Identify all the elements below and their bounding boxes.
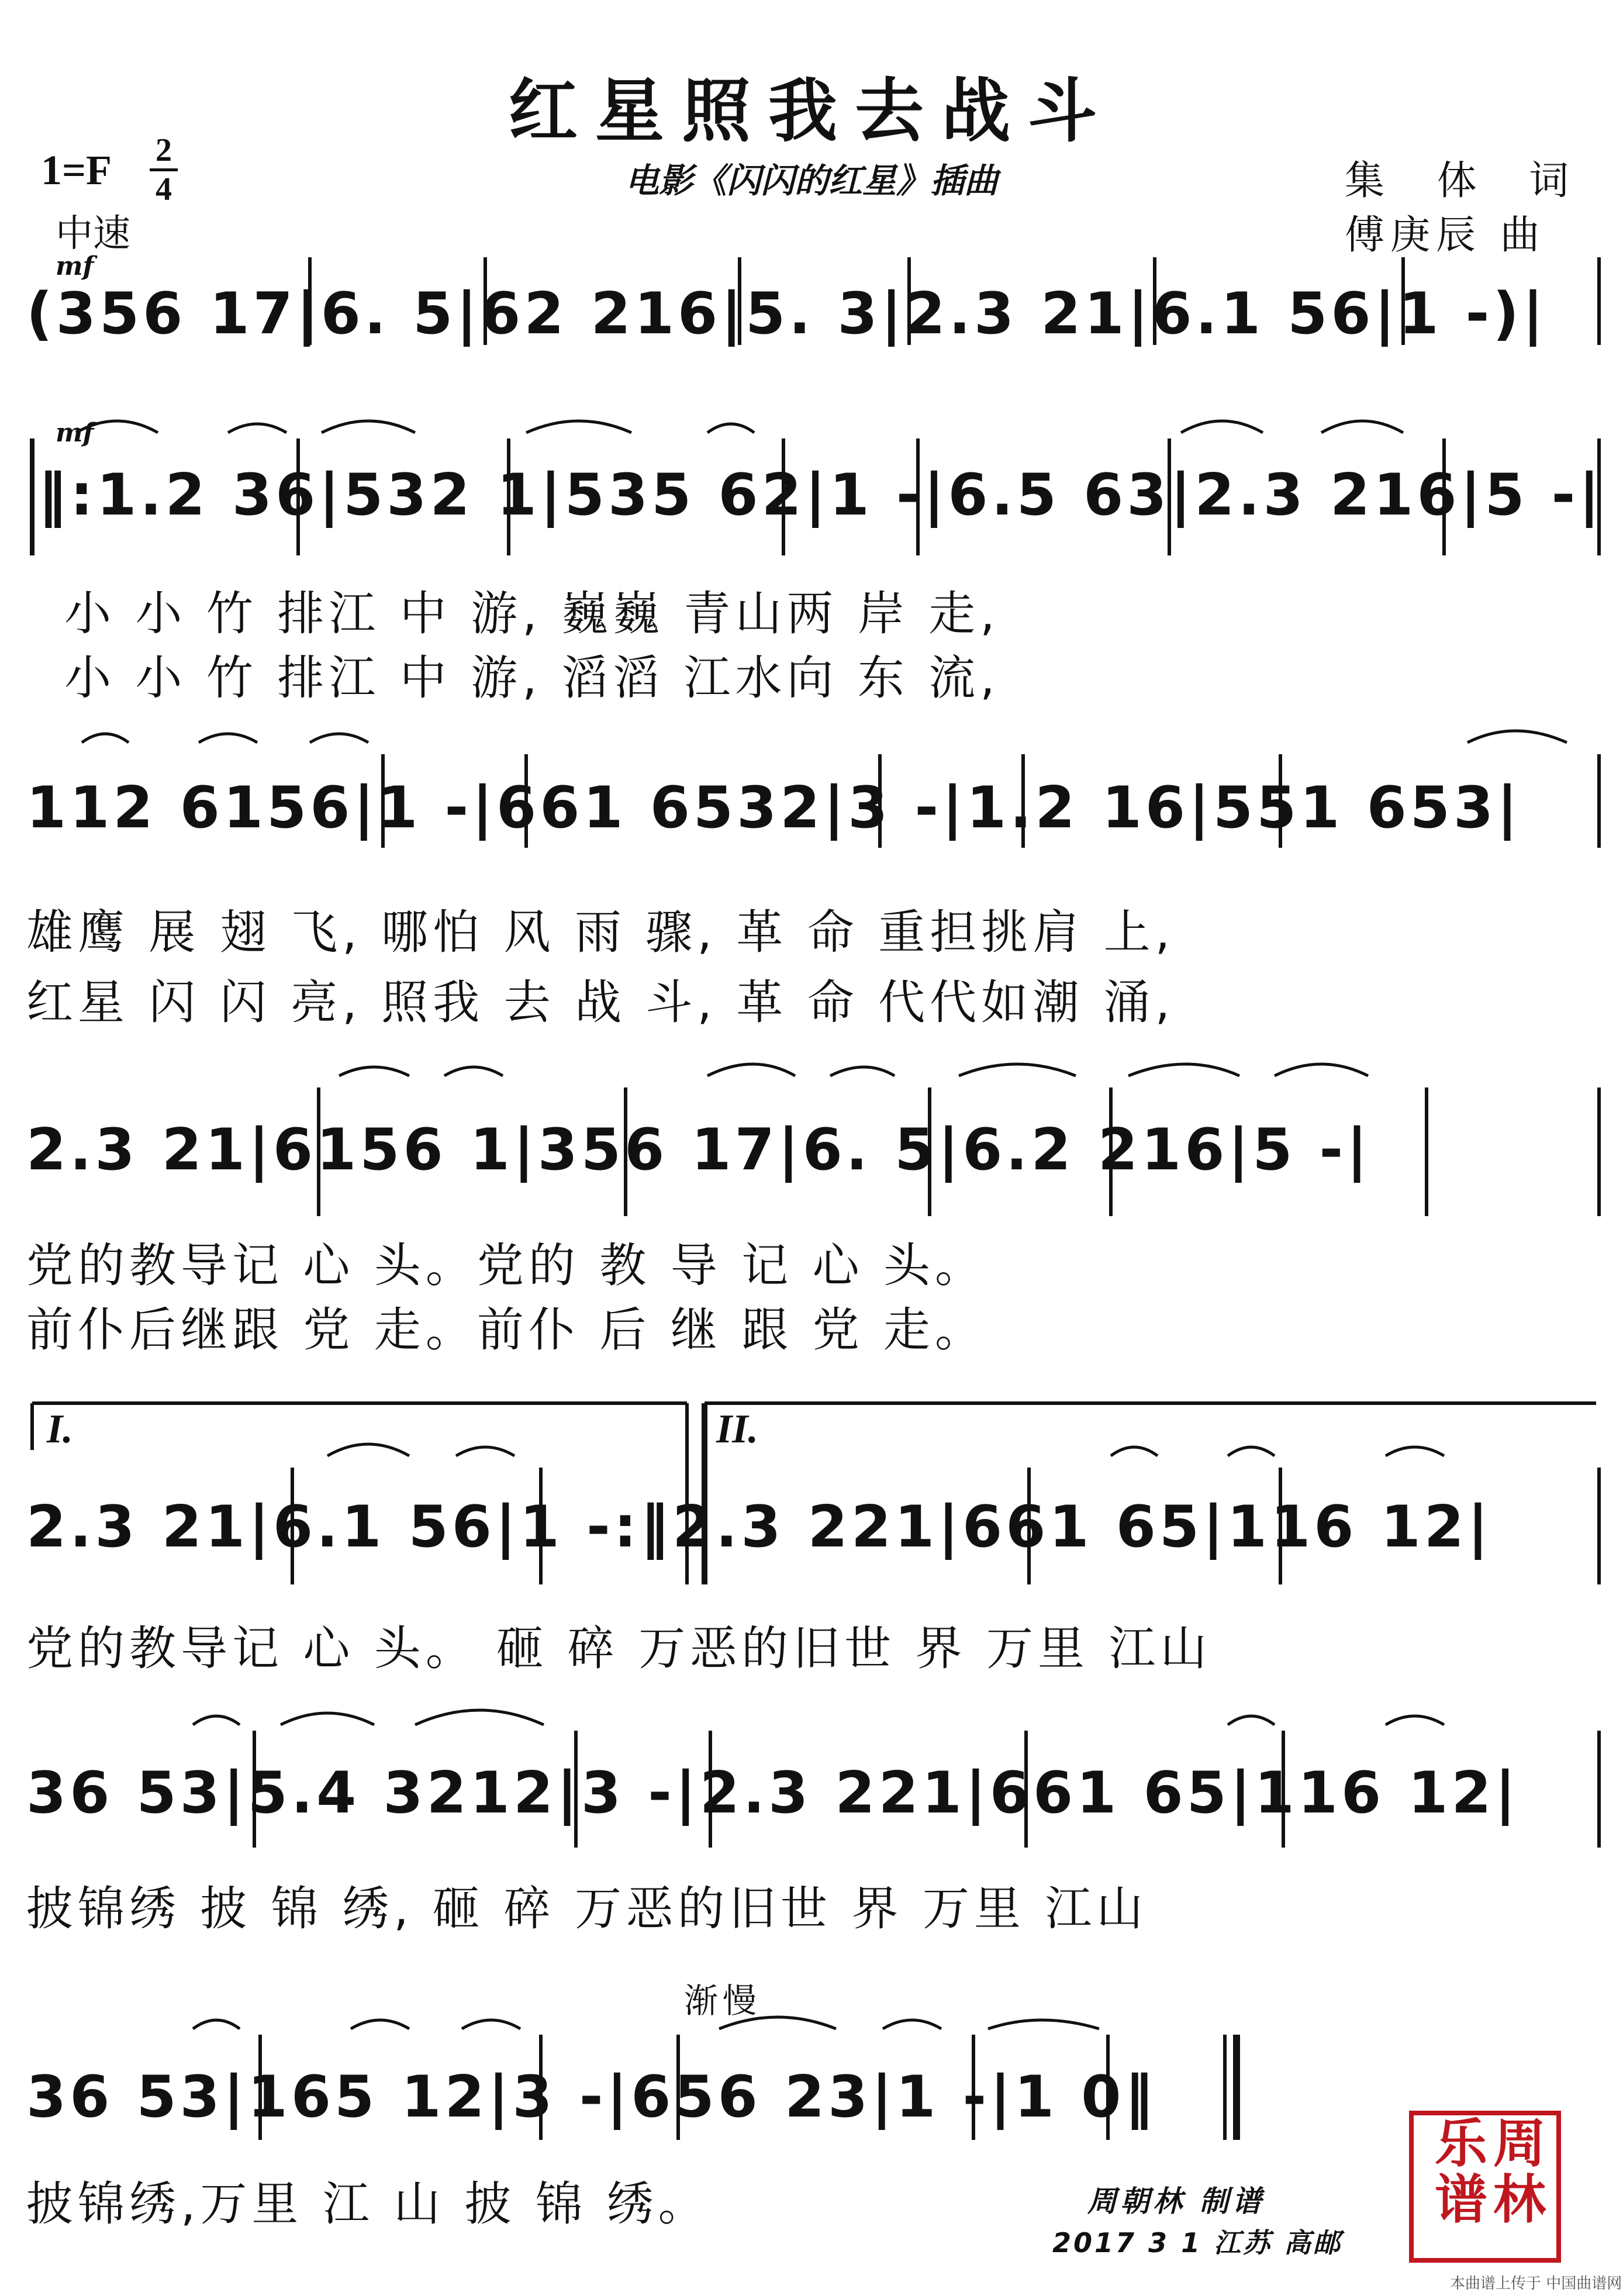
lyrics-line-4-verse-1: 党的教导记 心 头。党的 教 导 记 心 头。	[26, 1238, 987, 1293]
artist-seal	[1409, 2111, 1561, 2263]
tempo-ritardando-marking: 渐慢	[684, 1981, 762, 2021]
time-signature-bottom: 4	[156, 171, 172, 208]
notation-line-2: ‖:1.2 36|532 1|535 62|1 -|6.5 63|2.3 216|5 -|	[38, 462, 1604, 529]
lyrics-line-2-verse-1: 小 小 竹 排江 中 游, 巍巍 青山两 岸 走,	[64, 586, 1000, 641]
notation-line-5: 2.3 21|6.1 56|1 -:‖2.3 221|661 65|116 12|	[26, 1494, 1492, 1560]
notation-line-7: 36 53|165 12|3 -|656 23|1 -|1 0‖	[26, 2064, 1157, 2131]
song-title: 红星照我去战斗	[508, 70, 1114, 151]
lyrics-line-4-verse-2: 前仆后继跟 党 走。前仆 后 继 跟 党 走。	[26, 1303, 987, 1357]
lyrics-line-3-verse-1: 雄鹰 展 翅 飞, 哪怕 风 雨 骤, 革 命 重担挑肩 上,	[26, 905, 1175, 959]
lyrics-line-2-verse-2: 小 小 竹 排江 中 游, 滔滔 江水向 东 流,	[64, 651, 1000, 705]
subtitle: 电影《闪闪的红星》插曲	[624, 161, 998, 201]
lyrics-line-5: 党的教导记 心 头。 砸 碎 万恶的旧世 界 万里 江山	[26, 1621, 1212, 1676]
seal-text: 周林乐谱	[1425, 2115, 1545, 2228]
notation-line-4: 2.3 21|6156 1|356 17|6. 5|6.2 216|5 -|	[26, 1117, 1371, 1183]
footer-watermark: 本曲谱上传于 中国曲谱网	[1450, 2275, 1622, 2292]
lyrics-line-3-verse-2: 红星 闪 闪 亮, 照我 去 战 斗, 革 命 代代如潮 涌,	[26, 975, 1175, 1030]
key-signature: 1=F	[41, 147, 112, 194]
lyrics-line-7: 披锦绣,万里 江 山 披 锦 绣。	[26, 2177, 710, 2231]
notation-line-1: (356 17|6. 5|62 216|5. 3|2.3 21|6.1 56|1 -)|	[26, 281, 1547, 347]
notation-line-3: 112 6156|1 -|661 6532|3 -|1.2 16|551 653|	[26, 775, 1521, 841]
dynamic-mf-verse: mf	[56, 418, 94, 448]
notation-date: 2017 3 1 江苏 高邮	[1052, 2227, 1343, 2259]
lyricist-credit: 集 体 词	[1345, 158, 1589, 204]
volta-second-ending: II.	[716, 1407, 758, 1452]
composer-credit: 傅庚辰 曲	[1345, 212, 1546, 258]
notation-line-6: 36 53|5.4 3212|3 -|2.3 221|661 65|116 12|	[26, 1760, 1520, 1827]
lyrics-line-6: 披锦绣 披 锦 绣, 砸 碎 万恶的旧世 界 万里 江山	[26, 1881, 1148, 1936]
time-signature-top: 2	[156, 132, 172, 168]
volta-first-ending: I.	[47, 1407, 73, 1452]
tempo-marking: 中速	[56, 212, 130, 256]
notation-credit: 周朝林 制谱	[1087, 2184, 1265, 2218]
dynamic-mf-intro: mf	[56, 251, 94, 281]
